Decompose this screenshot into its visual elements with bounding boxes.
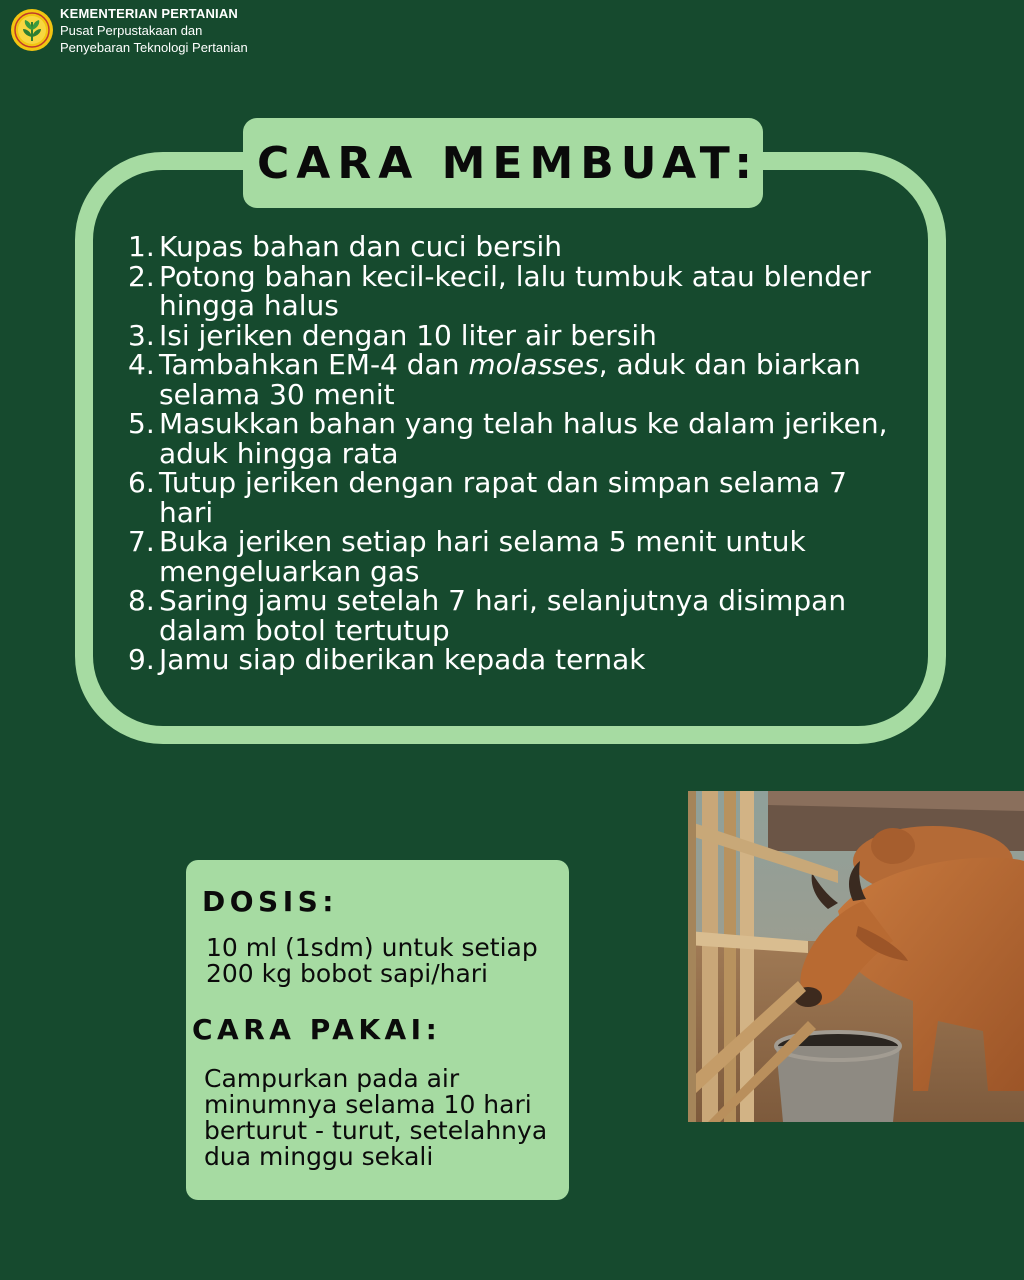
step-item bbox=[128, 318, 898, 352]
step-text-part: Tambahkan EM-4 dan bbox=[159, 348, 469, 381]
dosis-line1: 10 ml (1sdm) untuk setiap bbox=[206, 933, 538, 962]
step-text: Saring jamu setelah 7 hari, selanjutnya disimpan dalam botol tertutup bbox=[159, 584, 847, 647]
step-text: Potong bahan kecil-kecil, lalu tumbuk atau blender hingga halus bbox=[159, 259, 871, 322]
step-text: Kupas bahan dan cuci bersih bbox=[159, 230, 563, 263]
step-number: 2. bbox=[128, 259, 155, 293]
step-text: Buka jeriken setiap hari selama 5 menit untuk mengeluarkan gas bbox=[159, 525, 806, 588]
step-text-italic: molasses bbox=[468, 348, 599, 381]
step-item bbox=[128, 586, 898, 645]
step-number: 1. bbox=[128, 230, 155, 263]
cara-pakai-line2: minumnya selama 10 hari bbox=[204, 1090, 532, 1119]
step-item bbox=[128, 527, 898, 586]
org-name: KEMENTERIAN PERTANIAN bbox=[60, 6, 239, 21]
step-item bbox=[128, 259, 898, 322]
step-item bbox=[128, 232, 898, 262]
step-number: 3. bbox=[128, 318, 155, 352]
step-number: 7. bbox=[128, 525, 155, 558]
org-sub-line2: Penyebaran Teknologi Pertanian bbox=[60, 40, 248, 55]
cattle-photo bbox=[688, 791, 1024, 1122]
dosis-line2: 200 kg bobot sapi/hari bbox=[206, 959, 489, 988]
cattle-illustration bbox=[688, 791, 1024, 1122]
step-number: 5. bbox=[128, 407, 155, 440]
cara-membuat-title: CARA MEMBUAT: bbox=[257, 137, 759, 189]
step-number: 6. bbox=[128, 466, 155, 499]
step-text: Jamu siap diberikan kepada ternak bbox=[159, 643, 646, 676]
step-item bbox=[128, 468, 898, 527]
cara-pakai-heading: CARA PAKAI: bbox=[192, 1013, 442, 1046]
dosis-heading: DOSIS: bbox=[202, 885, 338, 918]
dosage-box bbox=[186, 860, 569, 1200]
step-item bbox=[128, 645, 898, 675]
ministry-logo-icon bbox=[10, 8, 54, 52]
cara-pakai-line1: Campurkan pada air bbox=[204, 1064, 460, 1093]
step-item bbox=[128, 350, 898, 409]
step-number: 8. bbox=[128, 584, 155, 617]
header bbox=[10, 6, 248, 56]
step-text: Isi jeriken dengan 10 liter air bersih bbox=[159, 318, 657, 352]
step-item bbox=[128, 409, 898, 468]
step-number: 4. bbox=[128, 348, 155, 381]
step-text-part: , aduk dan biarkan selama 30 menit bbox=[159, 348, 861, 411]
cara-pakai-line3: berturut - turut, setelahnya bbox=[204, 1116, 548, 1145]
org-sub-line1: Pusat Perpustakaan dan bbox=[60, 23, 203, 38]
step-text: Masukkan bahan yang telah halus ke dalam jeriken, aduk hingga rata bbox=[159, 407, 888, 470]
steps-list bbox=[128, 232, 898, 675]
cara-pakai-line4: dua minggu sekali bbox=[204, 1142, 434, 1171]
step-number: 9. bbox=[128, 643, 155, 676]
step-text bbox=[159, 350, 898, 409]
step-text: Tutup jeriken dengan rapat dan simpan selama 7 hari bbox=[159, 466, 847, 529]
title-box bbox=[243, 118, 763, 208]
